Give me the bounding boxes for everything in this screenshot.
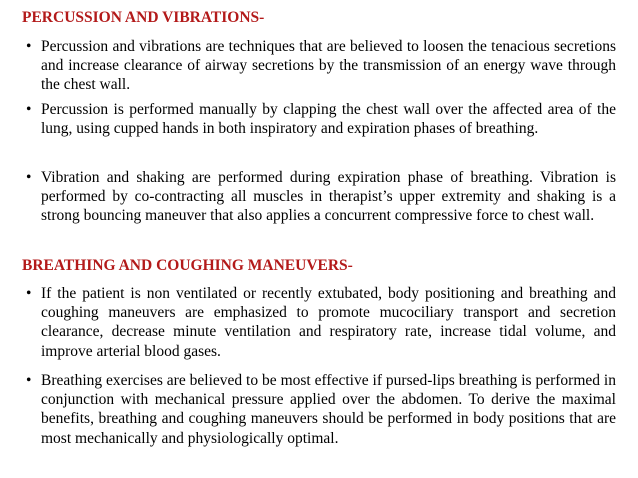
bullet-point-icon: • [26,101,32,118]
bullet-point-icon: • [26,285,32,302]
bullet-text: Percussion is performed manually by clapping the chest wall over the affected area of the lung, using cupped hands in both inspiratory and expiration phases of breathing. [41,101,616,138]
bullet-item [26,371,616,448]
bullet-point-icon: • [26,169,32,186]
bullet-text: Vibration and shaking are performed during expiration phase of breathing. Vibration is performed by co-contracting all muscles in therapist’s upper extremity and shaking is a strong bouncing maneuver that also applies a concurrent compressive force to chest wall. [41,169,616,225]
section-heading-percussion: PERCUSSION AND VIBRATIONS- [22,9,265,26]
bullet-text: Breathing exercises are believed to be most effective if pursed-lips breathing is performed in conjunction with mechanical pressure applied over the abdomen. To derive the maximal benefits, breathing and coughing maneuvers should be performed in body positions that are most mechanically and physiologically optimal. [41,372,616,447]
bullet-point-icon: • [26,372,32,389]
bullet-text: Percussion and vibrations are techniques that are believed to loosen the tenacious secretions and increase clearance of airway secretions by the transmission of an energy wave through the chest wall. [41,38,616,94]
bullet-item [26,168,616,226]
bullet-item [26,284,616,361]
bullet-point-icon: • [26,38,32,55]
bullet-item [26,100,616,138]
bullet-item [26,37,616,95]
section-heading-breathing: BREATHING AND COUGHING MANEUVERS- [22,257,353,274]
bullet-text: If the patient is non ventilated or recently extubated, body positioning and breathing and coughing maneuvers are emphasized to promote mucociliary transport and secretion clearance, decrease minute ventilation and respiratory rate, increase tidal volume, and improve arterial blood gases. [41,285,616,360]
